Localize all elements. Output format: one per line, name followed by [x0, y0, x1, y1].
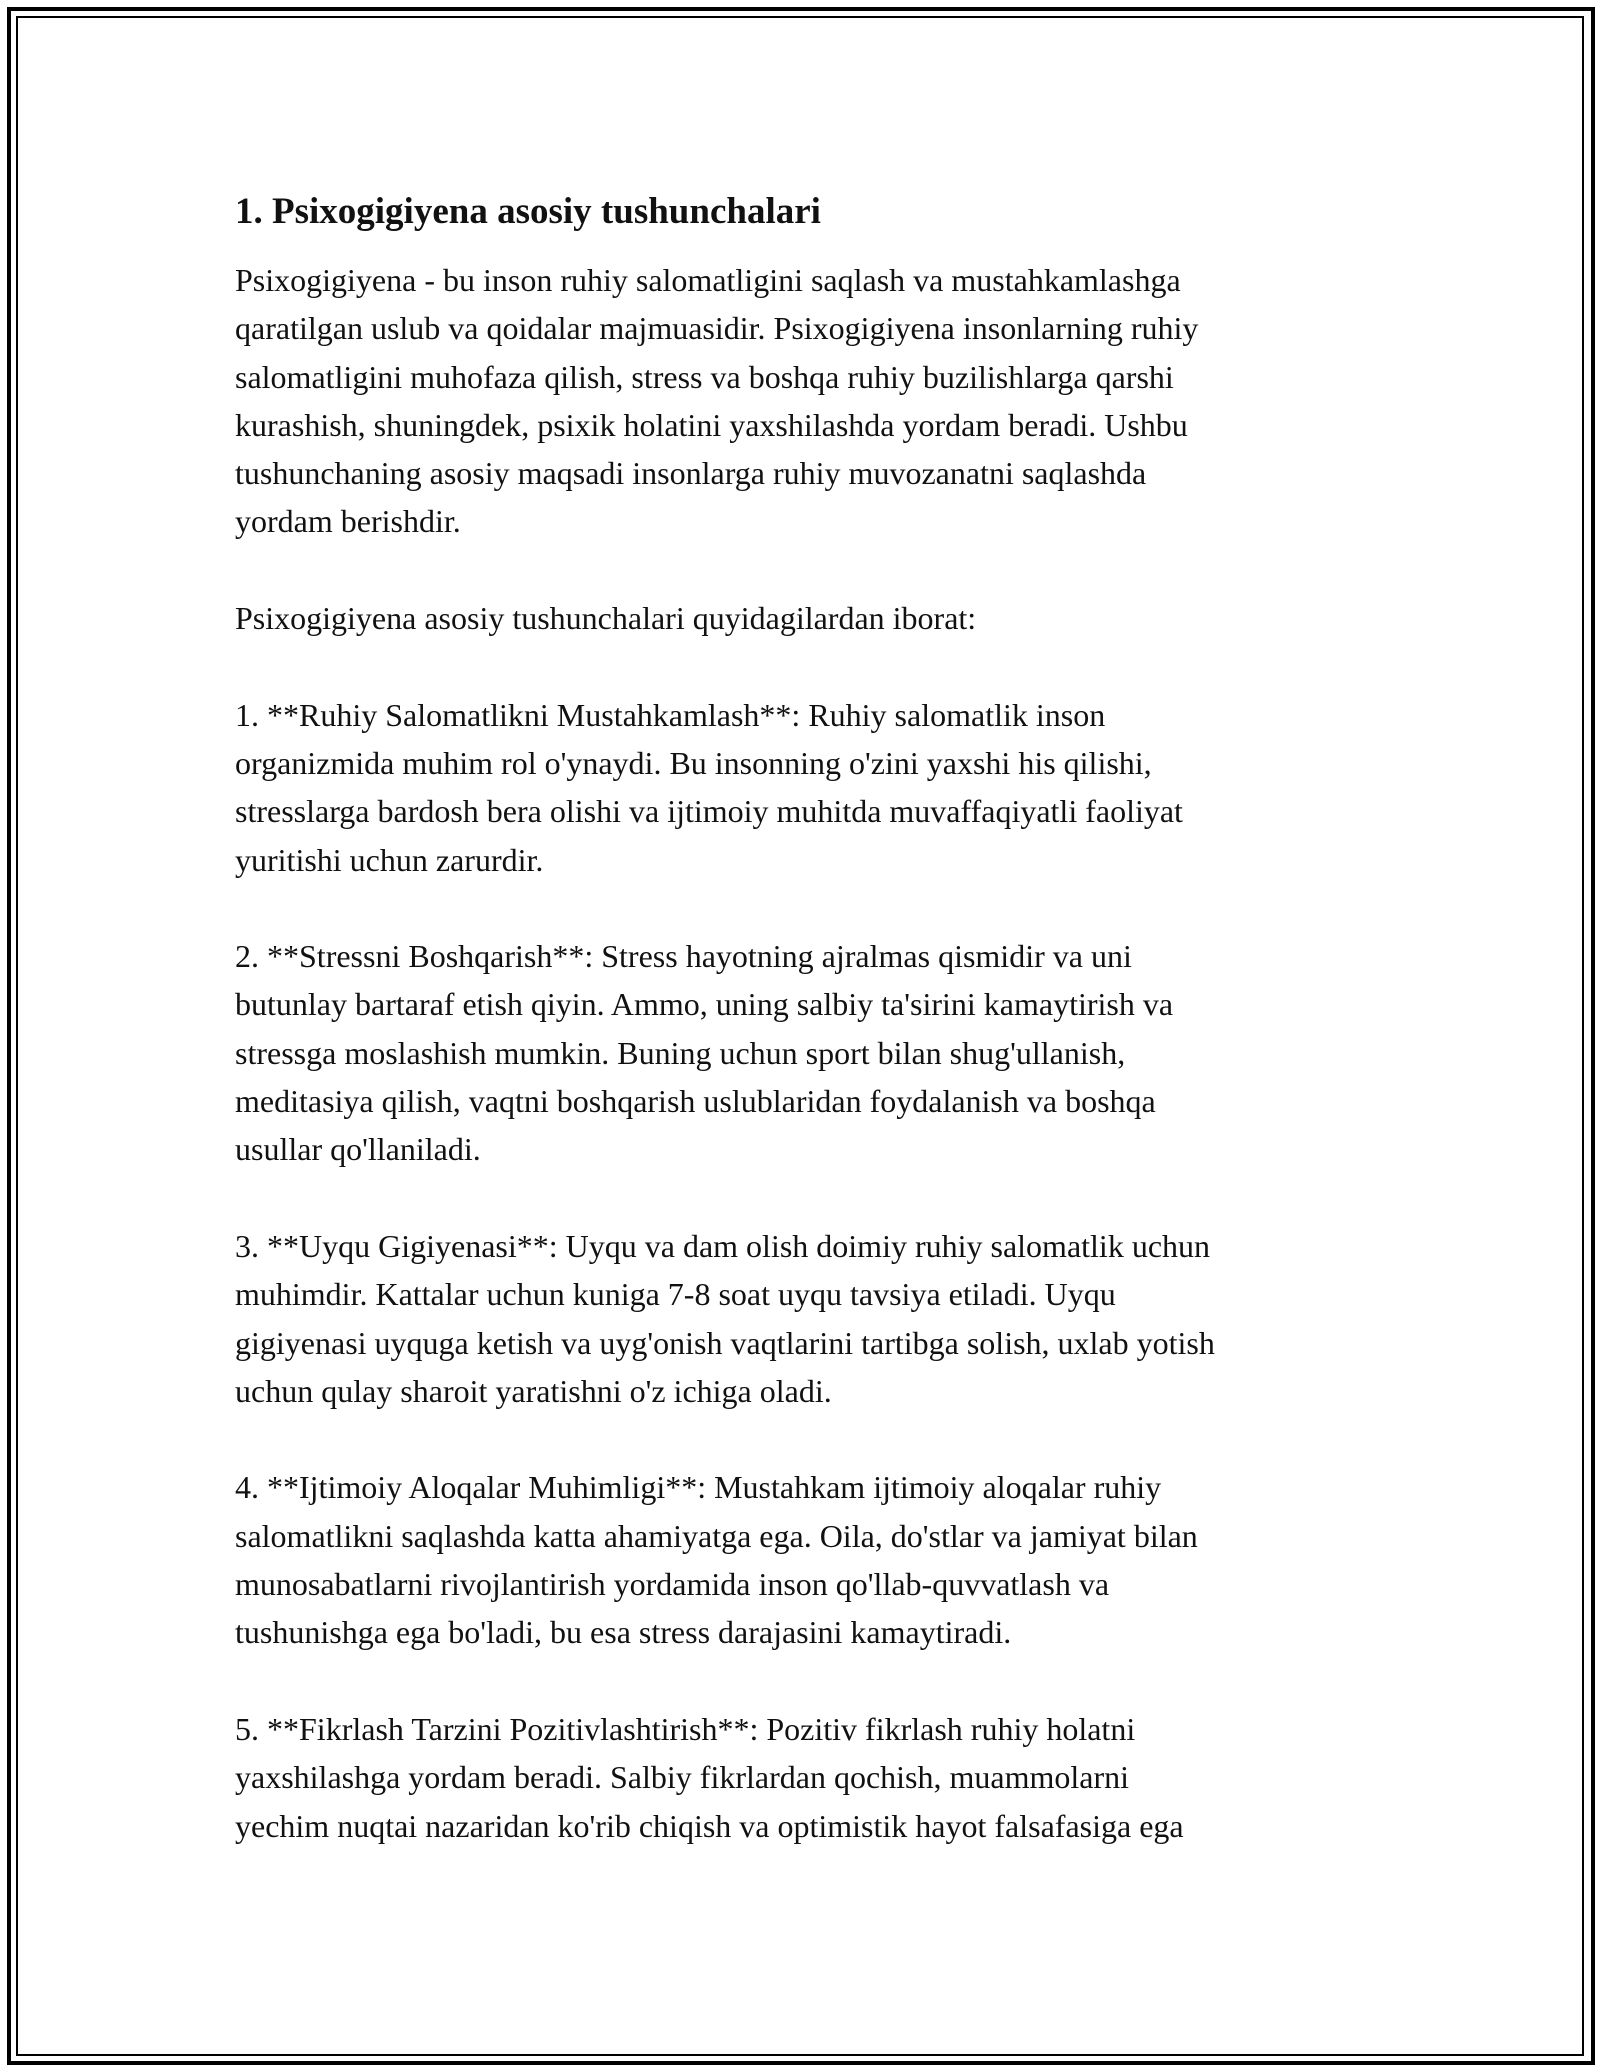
text-line: organizmida muhim rol o'ynaydi. Bu insonning o'zini yaxshi his qilishi,	[235, 744, 1152, 781]
text-line: yuritishi uchun zarurdir.	[235, 841, 544, 878]
text-line: butunlay bartaraf etish qiyin. Ammo, uning salbiy ta'sirini kamaytirish va	[235, 986, 1174, 1023]
text-line: gigiyenasi uyquga ketish va uyg'onish vaqtlarini tartibga solish, uxlab yotish	[235, 1324, 1215, 1361]
text-line: salomatligini muhofaza qilish, stress va boshqa ruhiy buzilishlarga qarshi	[235, 358, 1174, 395]
text-line: tushunishga ega bo'ladi, bu esa stress darajasini kamaytiradi.	[235, 1614, 1012, 1651]
paragraph-list	[235, 256, 1385, 1850]
text-line: Psixogigiyena asosiy tushunchalari quyidagilardan iborat:	[235, 600, 977, 637]
text-line: 1. **Ruhiy Salomatlikni Mustahkamlash**: Ruhiy salomatlik inson	[235, 696, 1106, 733]
text-line: tushunchaning asosiy maqsadi insonlarga ruhiy muvozanatni saqlashda	[235, 455, 1147, 492]
text-line: yordam berishdir.	[235, 503, 461, 540]
text-line: munosabatlarni rivojlantirish yordamida inson qo'llab-quvvatlash va	[235, 1566, 1110, 1603]
text-line: yaxshilashga yordam beradi. Salbiy fikrlardan qochish, muammolarni	[235, 1759, 1129, 1796]
text-line: qaratilgan uslub va qoidalar majmuasidir. Psixogigiyena insonlarning ruhiy	[235, 310, 1199, 347]
paragraph	[235, 1463, 1385, 1656]
text-line: usullar qo'llaniladi.	[235, 1131, 481, 1168]
text-line: 3. **Uyqu Gigiyenasi**: Uyqu va dam olish doimiy ruhiy salomatlik uchun	[235, 1227, 1211, 1264]
section-heading: 1. Psixogigiyena asosiy tushunchalari	[235, 191, 821, 232]
paragraph	[235, 1222, 1385, 1415]
paragraph	[235, 594, 1385, 642]
text-line: stresslarga bardosh bera olishi va ijtimoiy muhitda muvaffaqiyatli faoliyat	[235, 793, 1183, 830]
paragraph	[235, 691, 1385, 884]
text-line: muhimdir. Kattalar uchun kuniga 7-8 soat uyqu tavsiya etiladi. Uyqu	[235, 1276, 1116, 1313]
text-line: 2. **Stressni Boshqarish**: Stress hayotning ajralmas qismidir va uni	[235, 938, 1132, 975]
text-line: uchun qulay sharoit yaratishni o'z ichiga oladi.	[235, 1372, 832, 1409]
text-line: 4. **Ijtimoiy Aloqalar Muhimligi**: Mustahkam ijtimoiy aloqalar ruhiy	[235, 1469, 1162, 1506]
text-line: stressga moslashish mumkin. Buning uchun sport bilan shug'ullanish,	[235, 1034, 1126, 1071]
text-line: meditasiya qilish, vaqtni boshqarish uslublaridan foydalanish va boshqa	[235, 1083, 1156, 1120]
paragraph	[235, 1705, 1385, 1850]
paragraph	[235, 256, 1385, 546]
text-line: Psixogigiyena - bu inson ruhiy salomatligini saqlash va mustahkamlashga	[235, 262, 1181, 298]
text-line: yechim nuqtai nazaridan ko'rib chiqish va optimistik hayot falsafasiga ega	[235, 1807, 1184, 1844]
text-line: 5. **Fikrlash Tarzini Pozitivlashtirish**: Pozitiv fikrlash ruhiy holatni	[235, 1710, 1136, 1747]
text-line: kurashish, shuningdek, psixik holatini yaxshilashda yordam beradi. Ushbu	[235, 406, 1188, 443]
paragraph	[235, 932, 1385, 1173]
text-line: salomatlikni saqlashda katta ahamiyatga ega. Oila, do'stlar va jamiyat bilan	[235, 1517, 1198, 1554]
document-body	[235, 188, 1385, 1850]
